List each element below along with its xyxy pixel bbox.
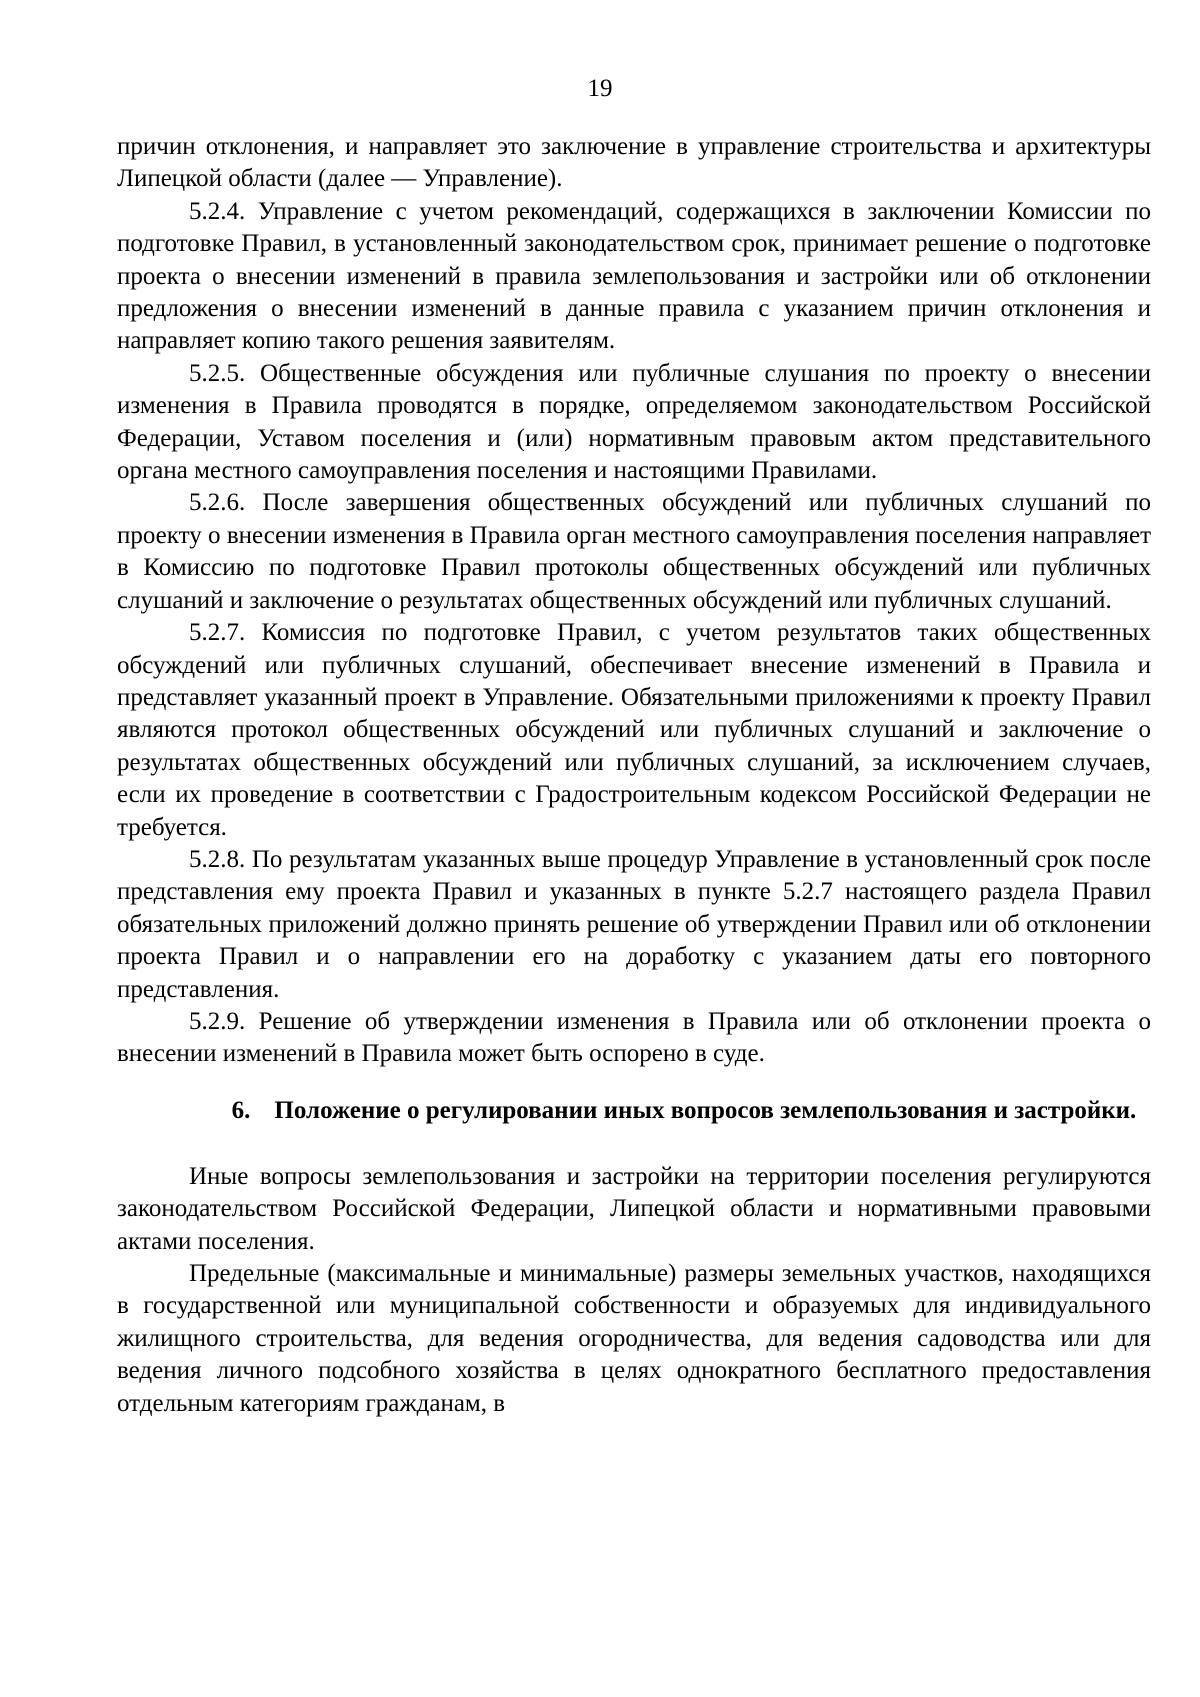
section-number: 6. (231, 1096, 251, 1124)
paragraph-5-2-8: 5.2.8. По результатам указанных выше процедур Управление в установленный срок после представления ему проекта Правил и указанных в пункте 5.2.7 настоящего раздела Правил обязательных приложений должно принять решение об утверждении Правил или об отклонении проекта Правил и о направлении его на доработку с указанием даты его повторного представления. (117, 845, 1151, 1003)
page-number: 19 (587, 75, 613, 102)
paragraph-5-2-6: 5.2.6. После завершения общественных обсуждений или публичных слушаний по проекту о внесении изменения в Правила орган местного самоуправления поселения направляет в Комиссию по подготовке Правил протоколы общественных обсуждений или публичных слушаний и заключение о результатах общественных обсуждений или публичных слушаний. (117, 489, 1151, 614)
section-title: Положение о регулировании иных вопросов землепользования и застройки. (274, 1096, 1137, 1124)
paragraph-plot-sizes: Предельные (максимальные и минимальные) размеры земельных участков, находящихся в государственной или муниципальной собственности и образуемых для индивидуального жилищного строительства, для ведения огородничества, для ведения садоводства или для ведения личного подсобного хозяйства в целях однократного бесплатного предоставления отдельным категориям гражданам, в (117, 1260, 1151, 1417)
paragraph-5-2-7: 5.2.7. Комиссия по подготовке Правил, с учетом результатов таких общественных обсуждений или публичных слушаний, обеспечивает внесение изменений в Правила и представляет указанный проект в Управление. Обязательными приложениями к проекту Правил являются протокол общественных обсуждений или публичных слушаний и заключение о результатах общественных обсуждений или публичных слушаний, за исключением случаев, если их проведение в соответствии с Градостроительным кодексом Российской Федерации не требуется. (117, 619, 1151, 841)
document-body (117, 131, 1151, 1420)
paragraph-5-2-9: 5.2.9. Решение об утверждении изменения в Правила или об отклонении проекта о внесении изменений в Правила может быть оспорено в суде. (117, 1007, 1151, 1068)
paragraph-continuation: причин отклонения, и направляет это заключение в управление строительства и архитектуры Липецкой области (далее — Управление). (117, 133, 1151, 193)
paragraph-5-2-4: 5.2.4. Управление с учетом рекомендаций, содержащихся в заключении Комиссии по подготовке Правил, в установленный законодательством срок, принимает решение о подготовке проекта о внесении изменений в правила землепользования и застройки или об отклонении предложения о внесении изменений в данные правила с указанием причин отклонения и направляет копию такого решения заявителям. (117, 197, 1151, 355)
paragraph-5-2-5: 5.2.5. Общественные обсуждения или публичные слушания по проекту о внесении изменения в Правила проводятся в порядке, определяемом законодательством Российской Федерации, Уставом поселения и (или) нормативным правовым актом представительного органа местного самоуправления поселения и настоящими Правилами. (117, 359, 1151, 485)
paragraph-other-issues: Иные вопросы землепользования и застройки на территории поселения регулируются законодательством Российской Федерации, Липецкой области и нормативными правовыми актами поселения. (117, 1162, 1151, 1255)
section-heading (117, 1095, 1151, 1127)
